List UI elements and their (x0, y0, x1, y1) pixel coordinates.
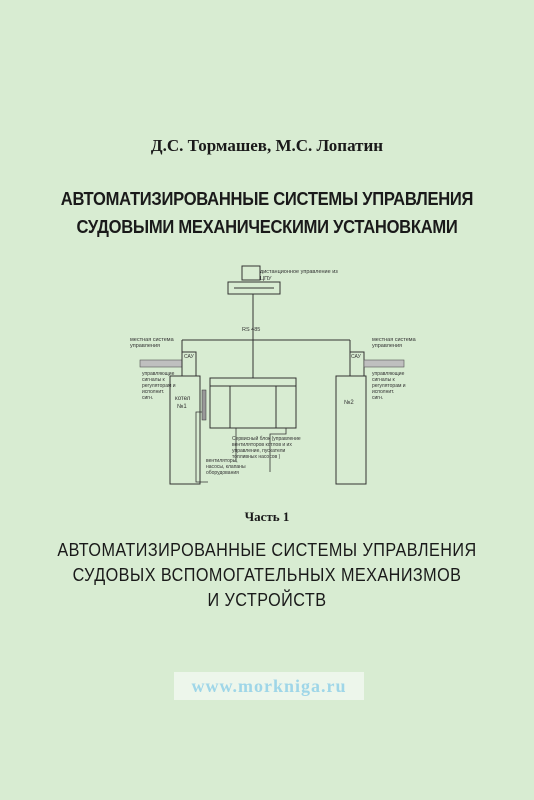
part-label: Часть 1 (244, 509, 290, 524)
boiler-2 (336, 376, 366, 484)
right-module-label: САУ (351, 354, 361, 360)
right-signal-bus (364, 360, 404, 367)
svg-text:исполнит.: исполнит. (142, 389, 165, 395)
remote-label-1: дистанционное управление из (260, 269, 338, 275)
remote-label-2: ЦПУ (260, 276, 272, 282)
equipment-label-2: насосы, клапаны (206, 464, 246, 470)
boiler-1-label-b: №1 (177, 404, 187, 410)
subtitle-line-2: СУДОВЫХ ВСПОМОГАТЕЛЬНЫХ МЕХАНИЗМОВ (72, 565, 462, 585)
local-left-label-2: управления (130, 343, 160, 349)
svg-text:сигналы к: сигналы к (142, 377, 165, 383)
right-signal-labels (372, 371, 406, 401)
svg-text:управляющие: управляющие (142, 371, 175, 377)
service-block-label-4: топливных насосов ) (232, 454, 281, 460)
local-right-label-2: управления (372, 343, 402, 349)
left-signal-bus (140, 360, 182, 367)
boiler-1-label-a: котел (175, 396, 191, 402)
svg-text:управляющие: управляющие (372, 371, 405, 377)
control-system-diagram (110, 262, 430, 492)
boiler-1 (170, 376, 200, 484)
svg-text:сигн.: сигн. (142, 395, 154, 401)
service-block-label-1: Сервисный блок (управление (232, 436, 301, 442)
svg-text:сигналы к: сигналы к (372, 377, 395, 383)
svg-text:регуляторам и: регуляторам и (142, 383, 176, 389)
subtitle-line-1: АВТОМАТИЗИРОВАННЫЕ СИСТЕМЫ УПРАВЛЕНИЯ (57, 540, 477, 560)
left-module-label: САУ (184, 354, 194, 360)
title-line-1: АВТОМАТИЗИРОВАННЫЕ СИСТЕМЫ УПРАВЛЕНИЯ (60, 189, 474, 209)
book-title (40, 185, 494, 241)
equipment-label-1: вентиляторы, (206, 458, 238, 464)
subtitle-line-3: И УСТРОЙСТВ (207, 590, 327, 610)
svg-text:сигн.: сигн. (372, 395, 384, 401)
title-line-2: СУДОВЫМИ МЕХАНИЧЕСКИМИ УСТАНОВКАМИ (76, 217, 458, 237)
service-block-label-2: вентиляторов котлов и их (232, 442, 292, 448)
service-block-label-3: управление, пускатели (232, 448, 286, 454)
equipment-label-3: оборудования (206, 470, 239, 476)
local-right-label-1: местная система (372, 337, 416, 343)
boiler-2-label: №2 (344, 400, 354, 406)
local-left-label-1: местная система (130, 337, 174, 343)
authors: Д.С. Тормашев, М.С. Лопатин (150, 136, 384, 155)
bus-label: RS 485 (242, 327, 261, 333)
svg-text:регуляторам и: регуляторам и (372, 383, 406, 389)
book-subtitle (45, 538, 490, 613)
watermark: www.morkniga.ru (174, 672, 364, 700)
bus-lines (182, 294, 350, 378)
svg-text:исполнит.: исполнит. (372, 389, 395, 395)
